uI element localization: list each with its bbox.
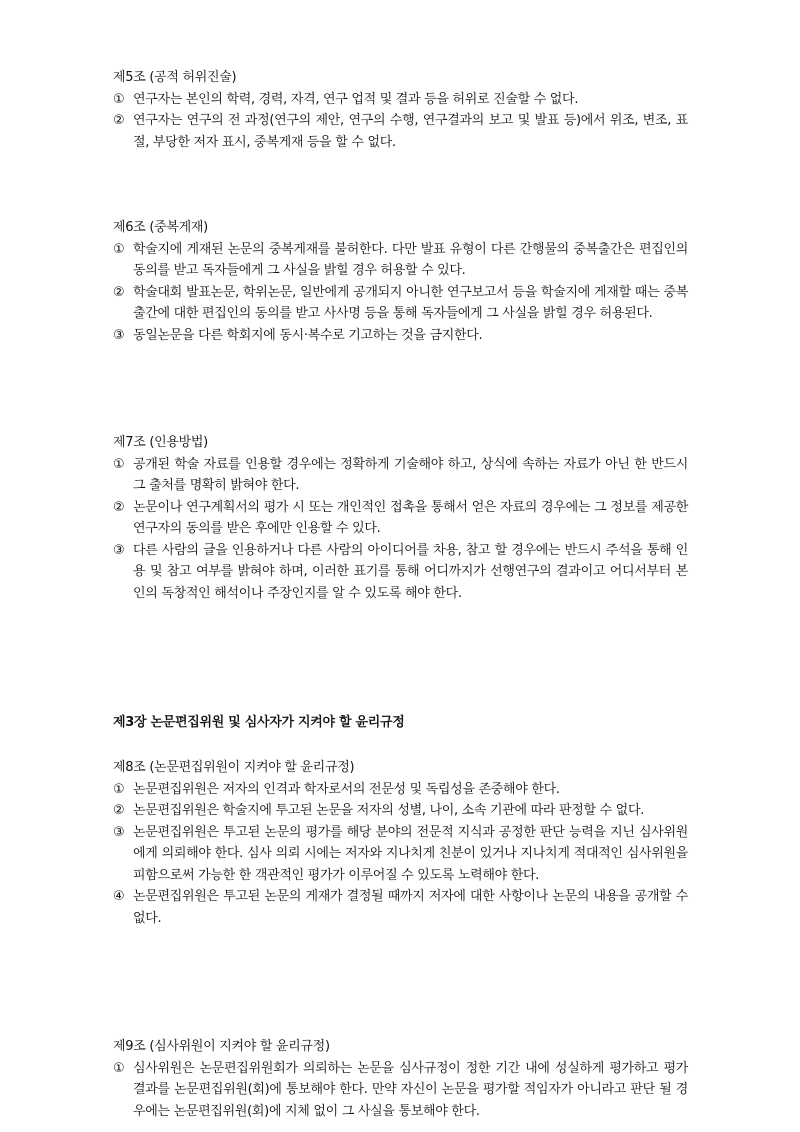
list-item — [113, 282, 688, 325]
item-text: 논문편집위원은 학술지에 투고된 논문을 저자의 성별, 나이, 소속 기관에 따라 판정할 수 없다. — [133, 803, 645, 818]
item-number: ① — [113, 91, 125, 107]
article-title: 제7조 (인용방법) — [113, 435, 208, 450]
list-item — [113, 325, 688, 347]
item-text: 논문편집위원은 투고된 논문의 평가를 해당 분야의 전문적 지식과 공정한 판단 능력을 지닌 심사위원에게 의뢰해야 한다. 심사 의뢰 시에는 저자와 지나치게 친분이 있거나 지나치게 적대적인 심사위원을 피함으로써 가능한 한 객관적인 평가가 이루어질 수 있도록 노력해야 한다. — [133, 824, 688, 883]
item-number: ① — [113, 456, 125, 472]
item-number: ③ — [113, 327, 125, 343]
item-number: ① — [113, 241, 125, 257]
article-8 — [113, 757, 688, 929]
item-text: 논문이나 연구계획서의 평가 시 또는 개인적인 접촉을 통해서 얻은 자료의 경우에는 그 정보를 제공한 연구자의 동의를 받은 후에만 인용할 수 있다. — [133, 499, 688, 536]
list-item — [113, 886, 688, 929]
article-title: 제9조 (심사위원이 지켜야 할 윤리규정) — [113, 1039, 330, 1054]
item-number: ① — [113, 1060, 125, 1076]
list-item — [113, 239, 688, 282]
list-item — [113, 822, 688, 887]
item-text: 논문편집위원은 저자의 인격과 학자로서의 전문성 및 독립성을 존중해야 한다. — [133, 781, 560, 797]
article-title: 제6조 (중복게재) — [113, 220, 208, 235]
item-text: 연구자는 연구의 전 과정(연구의 제안, 연구의 수행, 연구결과의 보고 및 발표 등)에서 위조, 변조, 표절, 부당한 저자 표시, 중복게재 등을 할 수 없다. — [133, 113, 688, 150]
list-item — [113, 779, 688, 801]
item-number: ③ — [113, 824, 125, 840]
item-text: 동일논문을 다른 학회지에 동시·복수로 기고하는 것을 금지한다. — [133, 327, 483, 343]
item-number: ③ — [113, 542, 125, 558]
item-number: ② — [113, 499, 125, 515]
list-item — [113, 540, 688, 605]
item-number: ② — [113, 803, 125, 818]
item-text: 연구자는 본인의 학력, 경력, 자격, 연구 업적 및 결과 등을 허위로 진술할 수 없다. — [133, 91, 579, 107]
article-title: 제5조 (공적 허위진술) — [113, 70, 237, 85]
article-7 — [113, 432, 688, 604]
list-item — [113, 89, 688, 111]
item-text: 논문편집위원은 투고된 논문의 게재가 결정될 때까지 저자에 대한 사항이나 논문의 내용을 공개할 수 없다. — [133, 889, 688, 926]
article-9 — [113, 1036, 688, 1122]
item-text: 심사위원은 논문편집위원회가 의뢰하는 논문을 심사규정이 정한 기간 내에 성실하게 평가하고 평가 결과를 논문편집위원(회)에 통보해야 한다. 만약 자신이 논문을 평가할 적임자가 아니라고 판단 될 경우에는 논문편집위원(회)에 지체 없이 그 사실을 통보해야 한다. — [133, 1060, 688, 1119]
item-number: ① — [113, 781, 125, 797]
article-6 — [113, 217, 688, 346]
list-item — [113, 497, 688, 540]
list-item — [113, 1058, 688, 1123]
item-text: 학술대회 발표논문, 학위논문, 일반에게 공개되지 아니한 연구보고서 등을 학술지에 게재할 때는 중복출간에 대한 편집인의 동의를 받고 사사명 등을 통해 독자들에게 그 사실을 밝힐 경우 허용된다. — [133, 284, 688, 321]
list-item — [113, 454, 688, 497]
item-number: ④ — [113, 889, 125, 904]
chapter-title: 제3장 논문편집위원 및 심사자가 지켜야 할 윤리규정 — [113, 715, 405, 730]
chapter-heading — [113, 712, 688, 734]
item-text: 다른 사람의 글을 인용하거나 다른 사람의 아이디어를 차용, 참고 할 경우에는 반드시 주석을 통해 인용 및 참고 여부를 밝혀야 하며, 이러한 표기를 통해 어디까지가 선행연구의 결과이고 어디서부터 본인의 독창적인 해석이나 주장인지를 알 수 있도록 해야 한다. — [133, 542, 688, 601]
item-number: ② — [113, 113, 125, 128]
item-number: ② — [113, 284, 125, 300]
article-title: 제8조 (논문편집위원이 지켜야 할 윤리규정) — [113, 760, 355, 775]
list-item — [113, 110, 688, 153]
article-5 — [113, 67, 688, 153]
item-text: 공개된 학술 자료를 인용할 경우에는 정확하게 기술해야 하고, 상식에 속하는 자료가 아닌 한 반드시 그 출처를 명확히 밝혀야 한다. — [133, 456, 688, 493]
item-text: 학술지에 게재된 논문의 중복게재를 불허한다. 다만 발표 유형이 다른 간행물의 중복출간은 편집인의 동의를 받고 독자들에게 그 사실을 밝힐 경우 허용할 수 있다. — [133, 241, 688, 278]
list-item — [113, 800, 688, 822]
